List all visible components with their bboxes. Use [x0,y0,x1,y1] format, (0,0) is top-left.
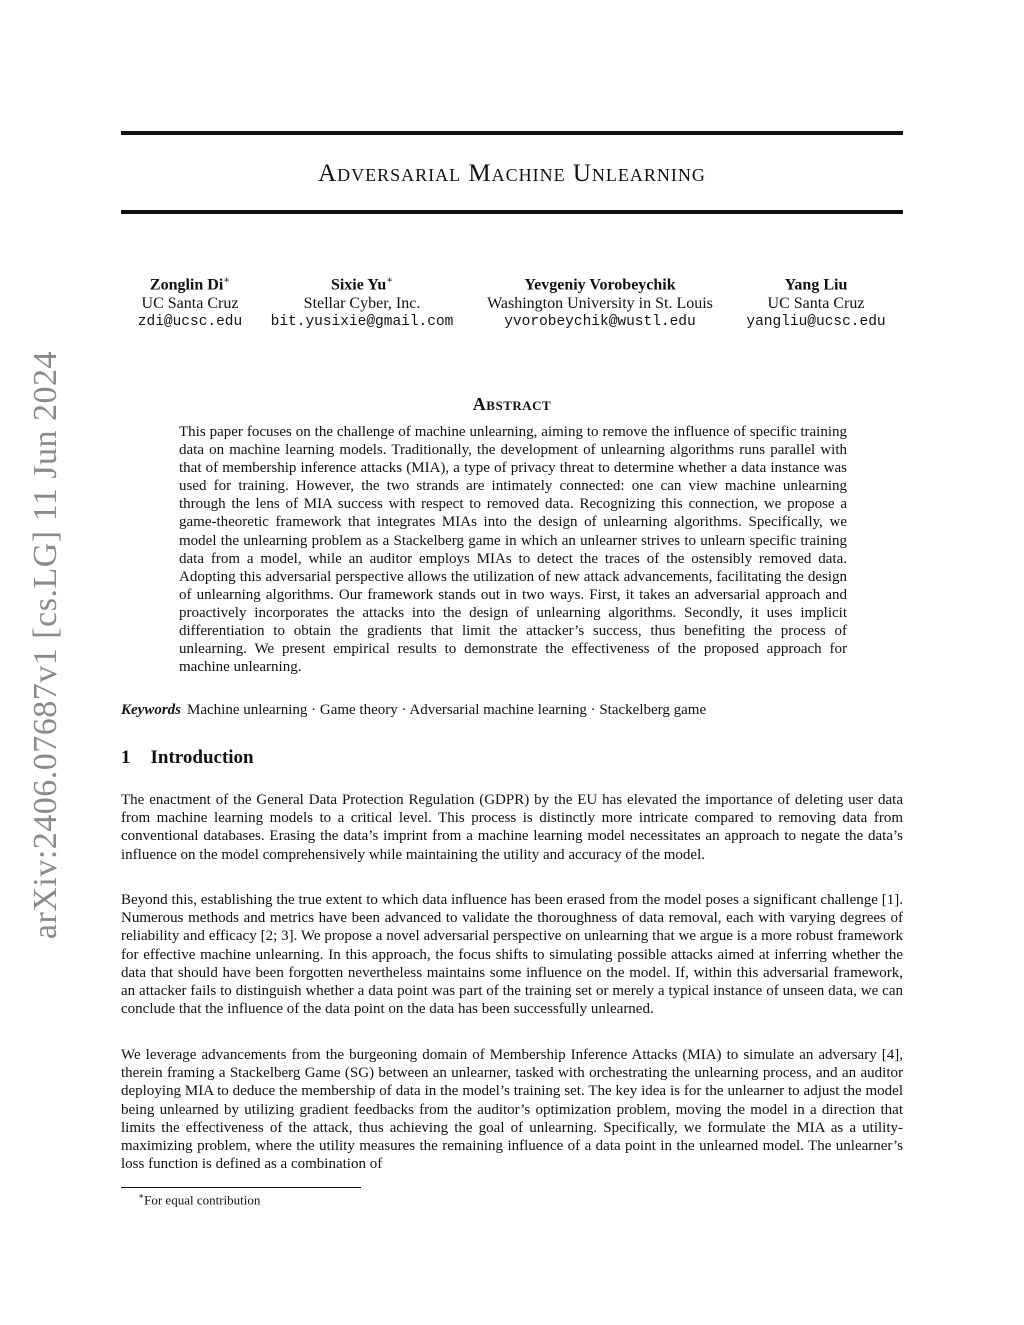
footnote [138,1191,260,1208]
equal-contribution-mark: ∗ [386,275,394,286]
equal-contribution-mark: ∗ [223,275,231,286]
title-rule-bottom [121,210,903,214]
keywords-label: Keywords [121,702,181,718]
author-3 [487,271,713,332]
intro-paragraph-3: We leverage advancements from the burgeoning domain of Membership Inference Attacks (MIA) to simulate an adversary [4], therein framing a Stackelberg Game (SG) between an unlearner, tasked with orchestrating the unlearning process, and an auditor deploying MIA to deduce the membership of data in the model’s training set. The key idea is for the unlearner to adjust the model being unlearned by utilizing gradient feedbacks from the auditor’s optimization problem, moving the model in a direction that limits the effectiveness of the attack, thus achieving the goal of unlearning. Specifically, we formulate the MIA as a utility-maximizing problem, where the utility measures the remaining influence of a data point in the unlearned model. The unlearner’s loss function is defined as a combination of [121,1047,903,1173]
author-email[interactable]: zdi@ucsc.edu [137,314,243,331]
author-affiliation: UC Santa Cruz [141,295,239,313]
arxiv-side-stamp: arXiv:2406.07687v1 [cs.LG] 11 Jun 2024 [27,350,64,940]
keywords-text: Machine unlearning · Game theory · Adversarial machine learning · Stackelberg game [187,702,707,718]
keywords [121,701,903,719]
author-name: Yang Liu [784,276,848,294]
author-affiliation: Stellar Cyber, Inc. [303,295,421,313]
intro-paragraph-1: The enactment of the General Data Protection Regulation (GDPR) by the EU has elevated the importance of deleting user data from machine learning models to a critical level. This process is distinctly more intricate compared to removing data from conventional databases. Erasing the data’s imprint from a machine learning model necessitates an approach to negate the data’s influence on the model comprehensively while maintaining the utility and accuracy of the model. [121,792,903,863]
author-affiliation: Washington University in St. Louis [487,295,713,313]
author-4 [746,271,885,332]
author-block [121,271,903,331]
author-affiliation: UC Santa Cruz [767,295,865,313]
section-title: Introduction [150,747,254,768]
title-rule-top [121,131,903,135]
section-number: 1 [121,747,131,768]
intro-paragraph-2: Beyond this, establishing the true extent to which data influence has been erased from the model poses a significant challenge [1]. Numerous methods and metrics have been advanced to validate the thoroughness of data removal, each with varying degrees of reliability and efficacy [2; 3]. We propose a novel adversarial perspective on unlearning that we argue is a more robust framework for effective machine unlearning. In this approach, the focus shifts to simulating possible attacks aimed at inferring whether the data that should have been forgotten nevertheless maintains some influence on the model. If, within this adversarial framework, an attacker fails to distinguish whether a data point was part of the training set or merely a typical instance of unseen data, we can conclude that the influence of the data point on the data has been successfully unlearned. [121,892,903,1018]
abstract-heading: Abstract [472,394,552,414]
footnote-mark: ∗ [138,1191,145,1201]
abstract-text: This paper focuses on the challenge of machine unlearning, aiming to remove the influence of specific training data on machine learning models. Traditionally, the development of unlearning algorithms runs parallel with that of membership inference attacks (MIA), a type of privacy threat to determine whether a data instance was used for training. However, the two strands are intimately connected: one can view machine unlearning through the lens of MIA success with respect to removed data. Recognizing this connection, we propose a game-theoretic framework that integrates MIAs into the design of unlearning algorithms. Specifically, we model the unlearning problem as a Stackelberg game in which an unlearner strives to unlearn specific training data from a model, while an auditor employs MIAs to detect the traces of the ostensibly removed data. Adopting this adversarial perspective allows the utilization of new attack advancements, facilitating the design of unlearning algorithms. Our framework stands out in two ways. First, it takes an adversarial approach and proactively incorporates the attacks into the design of unlearning algorithms. Secondly, it uses implicit differentiation to obtain the gradients that limit the attacker’s success, thus benefiting the process of unlearning. We present empirical results to demonstrate the effectiveness of the proposed approach for machine unlearning. [179,424,847,676]
footnote-text: For equal contribution [144,1192,261,1208]
author-2 [271,271,454,332]
author-name: Yevgeniy Vorobeychik [524,276,676,294]
section-heading [121,747,254,769]
author-1 [138,271,242,332]
author-name: Sixie Yu [330,276,387,294]
author-email[interactable]: bit.yusixie@gmail.com [270,314,454,331]
author-email[interactable]: yangliu@ucsc.edu [746,314,886,331]
footnote-rule [121,1187,361,1188]
author-name: Zonglin Di [149,276,224,294]
author-email[interactable]: yvorobeychik@wustl.edu [504,314,696,331]
paper-title: Adversarial Machine Unlearning [318,160,706,187]
